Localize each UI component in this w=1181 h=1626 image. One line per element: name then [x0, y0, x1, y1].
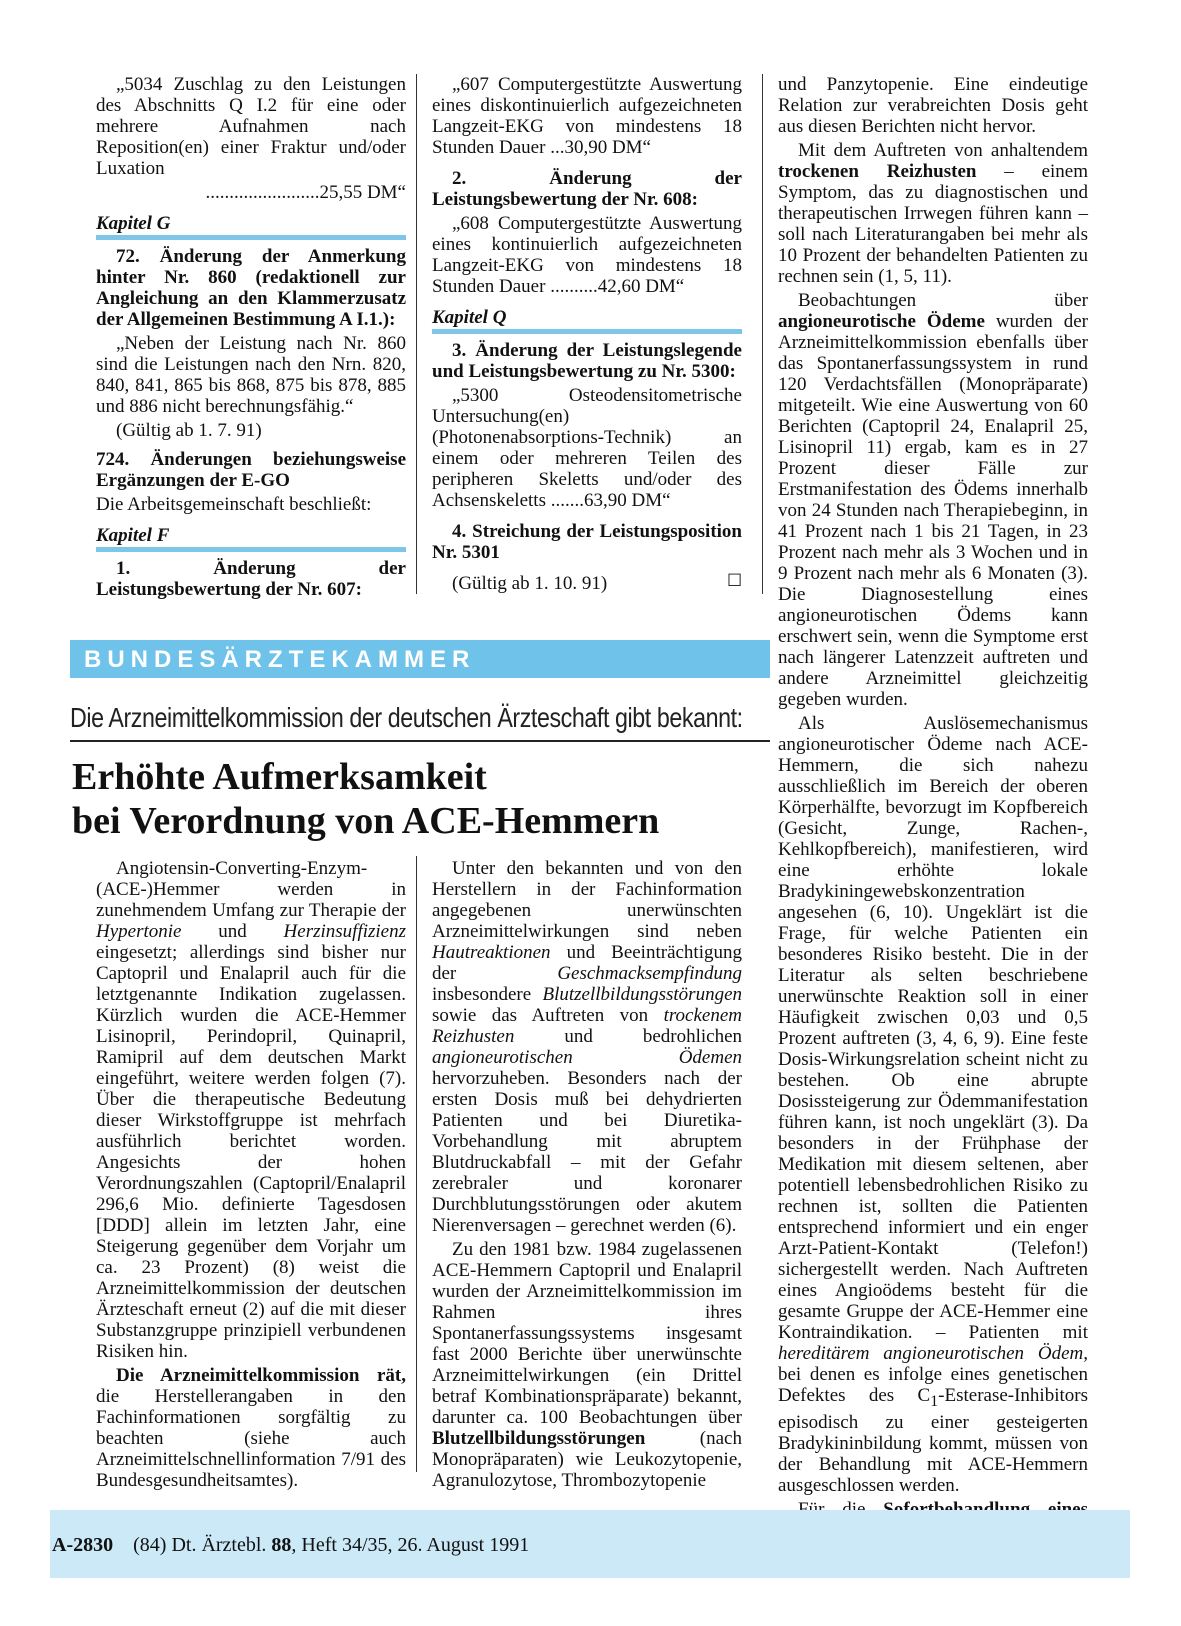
item-724-heading: 724. Änderungen beziehungsweise Ergänzungen der E-GO — [96, 449, 406, 491]
text-run: insbesondere — [432, 984, 543, 1005]
body-paragraph — [778, 290, 1088, 710]
text-607: „607 Computergestützte Auswertung eines diskontinuierlich aufgezeichneten Langzeit-EKG von mindestens 18 Stunden Dauer ...30,90 DM“ — [432, 74, 742, 158]
kicker-rule — [70, 740, 770, 742]
body-paragraph: und Panzytopenie. Eine eindeutige Relation zur verabreichten Dosis geht aus diesen Berichten nicht hervor. — [778, 74, 1088, 137]
price-5034: ........................25,55 DM“ — [205, 182, 406, 203]
item-2-heading: 2. Änderung der Leistungsbewertung der Nr. 608: — [432, 168, 742, 210]
top-column-1 — [96, 74, 406, 603]
text-run: angioneurotischen Ödemen — [432, 1047, 742, 1068]
kapitel-q-heading: Kapitel Q — [432, 307, 742, 334]
text-run: Mit dem Auftreten von anhaltendem — [798, 140, 1088, 161]
text-run: Angiotensin-Converting-Enzym-(ACE-)Hemmer werden in zunehmendem Umfang zur Therapie der — [96, 858, 406, 921]
headline-line-2: bei Verordnung von ACE-Hemmern — [72, 800, 660, 842]
text-run: angioneurotische Ödeme — [778, 311, 985, 332]
column-divider — [416, 74, 417, 594]
page-number: A-2830 — [52, 1534, 114, 1556]
kapitel-g-heading: Kapitel G — [96, 213, 406, 240]
text-run: wurden der Arzneimittelkommission ebenfalls über das Spontanerfassungssystem in rund 120 Verdachtsfällen (Monopräparate) mitgeteilt. Wie eine Auswertung von 60 Berichten (Captopril 24, Enalapril 25, Lisinopril 11) ergab, kam es in 27 Prozent dieser Fälle zur Erstmanifestation des Ödems innerhalb von 24 Stunden nach Therapiebeginn, in 41 Prozent nach 1 bis 21 Tagen, in 23 Prozent nach mehr als 3 Wochen und in 9 Prozent nach mehr als 6 Monaten (3). Die Diagnosestellung eines angioneurotischen Ödems kann erschwert sein, wenn die Symptome erst nach längerer Latenzzeit auftreten und andere Arzneimittel gleichzeitig gegeben wurden. — [778, 311, 1088, 710]
text-run: Hypertonie — [96, 921, 182, 942]
item-4-valid: (Gültig ab 1. 10. 91) — [452, 573, 608, 594]
text-run: bei denen es infolge eines genetischen Defektes des C — [778, 1364, 1088, 1406]
text-run: sowie das Auftreten von — [432, 1005, 664, 1026]
section-banner-label: BUNDESÄRZTEKAMMER — [84, 646, 476, 673]
body-column-3 — [778, 74, 1088, 1565]
journal-name: Dt. Ärztebl. — [171, 1534, 267, 1556]
text-run: Geschmacksempfindung — [557, 963, 742, 984]
text-run: trockenem Reizhusten — [432, 1005, 742, 1047]
section-banner — [70, 640, 770, 678]
item-72-valid: (Gültig ab 1. 7. 91) — [116, 420, 262, 441]
text-run: eingesetzt; allerdings sind bisher nur Captopril und Enalapril auch für die letztgenannte Indikation zugelassen. Kürzlich wurden die ACE-Hemmer Lisinopril, Perindopril, Quinapril, Ramipril auf dem deutschen Markt eingeführt, weitere werden folgen (7). Über die therapeutische Bedeutung dieser Wirkstoffgruppe ist mehrfach ausführlich berichtet worden. Angesichts der hohen Verordnungszahlen (Captopril/Enalapril 296,6 Mio. definierte Tagesdosen [DDD] allein im letzten Jahr, eine Steigerung gegenüber dem Vorjahr um ca. 23 Prozent) (8) weist die Arzneimittelkommission der deutschen Ärzteschaft erneut (2) auf die mit dieser Substanzgruppe prinzipiell verbundenen Risiken hin. — [96, 942, 406, 1362]
kapitel-f-heading: Kapitel F — [96, 525, 406, 552]
body-paragraph — [96, 858, 406, 1362]
text-run: (nach Monopräparaten) wie Leukozytopenie, Agranulozytose, Thrombozytopenie — [432, 1428, 742, 1491]
issue-info: , Heft 34/35, 26. August 1991 — [291, 1534, 530, 1556]
end-square-icon: ☐ — [727, 571, 743, 591]
text-run: -Esterase-Inhibitors episodisch zu einer gesteigerten Bradykininbildung kommt, müssen von der Behandlung mit ACE-Hemmern ausgeschlossen werden. — [778, 1385, 1088, 1496]
item-3-heading: 3. Änderung der Leistungslegende und Leistungsbewertung zu Nr. 5300: — [432, 340, 742, 382]
body-paragraph — [778, 140, 1088, 287]
body-paragraph — [96, 1365, 406, 1491]
body-column-2 — [432, 858, 742, 1494]
text-run: – einem Symptom, das zu diagnostischen und therapeutischen Irrwegen führen kann – soll nach Literaturangaben bei mehr als 10 Prozent der behandelten Patienten zu rechnen sein (1, 5, 11). — [778, 161, 1088, 287]
text-run: Beobachtungen über — [798, 290, 1088, 311]
body-paragraph — [778, 713, 1088, 1496]
text-run: und bedrohlichen — [514, 1026, 742, 1047]
column-divider — [762, 74, 763, 594]
item-72-body: „Neben der Leistung nach Nr. 860 sind die Leistungen nach den Nrn. 820, 840, 841, 865 bis 868, 875 bis 878, 885 und 886 nicht berechnungsfähig.“ — [96, 333, 406, 417]
text-run: Blutzellbildungsstörungen — [542, 984, 742, 1005]
text-run: Hautreaktionen — [432, 942, 551, 963]
body-column-1 — [96, 858, 406, 1494]
text-run: Die Arzneimittelkommission rät, — [116, 1365, 406, 1386]
text-run: hervorzuheben. Besonders nach der ersten Dosis muß bei dehydrierten Patienten und bei Diuretika-Vorbehandlung mit abruptem Blutdruckabfall – mit der Gefahr zerebraler und koronarer Durchblutungsstörungen oder akutem Nierenversagen – gerechnet werden (6). — [432, 1068, 742, 1236]
text-run: hereditärem angioneurotischen Ödem, — [778, 1343, 1088, 1364]
volume: 88 — [271, 1534, 292, 1556]
body-paragraph — [432, 1239, 742, 1491]
text-run: Herzinsuffizienz — [283, 921, 406, 942]
issue-page: (84) — [133, 1534, 167, 1556]
top-column-2 — [432, 74, 742, 597]
item-4-heading: 4. Streichung der Leistungsposition Nr. 5301 — [432, 521, 742, 563]
text-run: Als Auslösemechanismus angioneurotischer Ödeme nach ACE-Hemmern, die sich nahezu ausschließlich im Bereich der oberen Körperhälfte, bevorzugt im Kopfbereich (Gesicht, Zunge, Rachen-, Kehlkopfbereich), manifestieren, wird eine erhöhte lokale Bradykiningewebskonzentration angesehen (6, 10). Ungeklärt ist die Frage, für welche Patienten ein besonderes Risiko besteht. Die in der Literatur als selten beschriebene unerwünschte Reaktion soll in einer Häufigkeit zwischen 0,03 und 0,5 Prozent auftreten (3, 4, 6, 9). Eine feste Dosis-Wirkungsrelation scheint nicht zu bestehen. Ob eine abrupte Dosissteigerung zur Ödemmanifestation führen kann, ist noch ungeklärt (3). Da besonders in der Frühphase der Medikation mit diesem seltenen, aber potentiell lebensbedrohlichen Risiko zu rechnen ist, sollten die Patienten entsprechend informiert und ein enger Arzt-Patient-Kontakt (Telefon!) sichergestellt werden. Nach Auftreten eines Angioödems besteht für die gesamte Gruppe der ACE-Hemmer eine Kontraindikation. – Patienten mit — [778, 713, 1088, 1343]
footer — [52, 1534, 529, 1557]
headline — [72, 755, 792, 843]
text-run: Zu den 1981 bzw. 1984 zugelassenen ACE-Hemmern Captopril und Enalapril wurden der Arzneimittelkommission im Rahmen ihres Spontanerfassungssystems insgesamt fast 2000 Berichte über unerwünschte Arzneimittelwirkungen (ein Drittel betraf Kombinationspräparate) bekannt, darunter ca. 100 Beobachtungen über — [432, 1239, 742, 1428]
text-5034: „5034 Zuschlag zu den Leistungen des Abschnitts Q I.2 für eine oder mehrere Aufnahmen nach Reposition(en) einer Fraktur und/oder Luxation — [96, 74, 406, 179]
text-run: und — [181, 921, 284, 942]
text-run: und Beeinträchtigung der — [432, 942, 742, 984]
item-724-body: Die Arbeitsgemeinschaft beschließt: — [96, 494, 372, 515]
text-run: trockenen Reizhusten — [778, 161, 977, 182]
item-72-heading: 72. Änderung der Anmerkung hinter Nr. 860 (redaktionell zur Angleichung an den Klammerzusatz der Allgemeinen Bestimmung A I.1.): — [96, 246, 406, 330]
text-5300: „5300 Osteodensitometrische Untersuchung(en) (Photonenabsorptions-Technik) an einem oder mehreren Teilen des peripheren Skeletts und/oder des Achsenskeletts .......63,90 DM“ — [432, 385, 742, 511]
body-paragraph — [432, 858, 742, 1236]
item-1-heading: 1. Änderung der Leistungsbewertung der Nr. 607: — [96, 558, 406, 600]
kicker: Die Arzneimittelkommission der deutschen Ärzteschaft gibt bekannt: — [70, 702, 743, 733]
text-run: Blutzellbildungsstörungen — [432, 1428, 646, 1449]
text-run: Unter den bekannten und von den Herstellern in der Fachinformation angegebenen unerwünschten Arzneimittelwirkungen sind neben — [432, 858, 742, 942]
text-run: die Herstellerangaben in den Fachinformationen sorgfältig zu beachten (siehe auch Arzneimittelschnellinformation 7/91 des Bundesgesundheitsamtes). — [96, 1386, 406, 1491]
headline-line-1: Erhöhte Aufmerksamkeit — [72, 756, 487, 798]
text-608: „608 Computergestützte Auswertung eines kontinuierlich aufgezeichneten Langzeit-EKG von mindestens 18 Stunden Dauer ..........42,60 DM“ — [432, 213, 742, 297]
column-divider — [416, 856, 417, 1472]
text-run: 1 — [930, 1392, 939, 1410]
